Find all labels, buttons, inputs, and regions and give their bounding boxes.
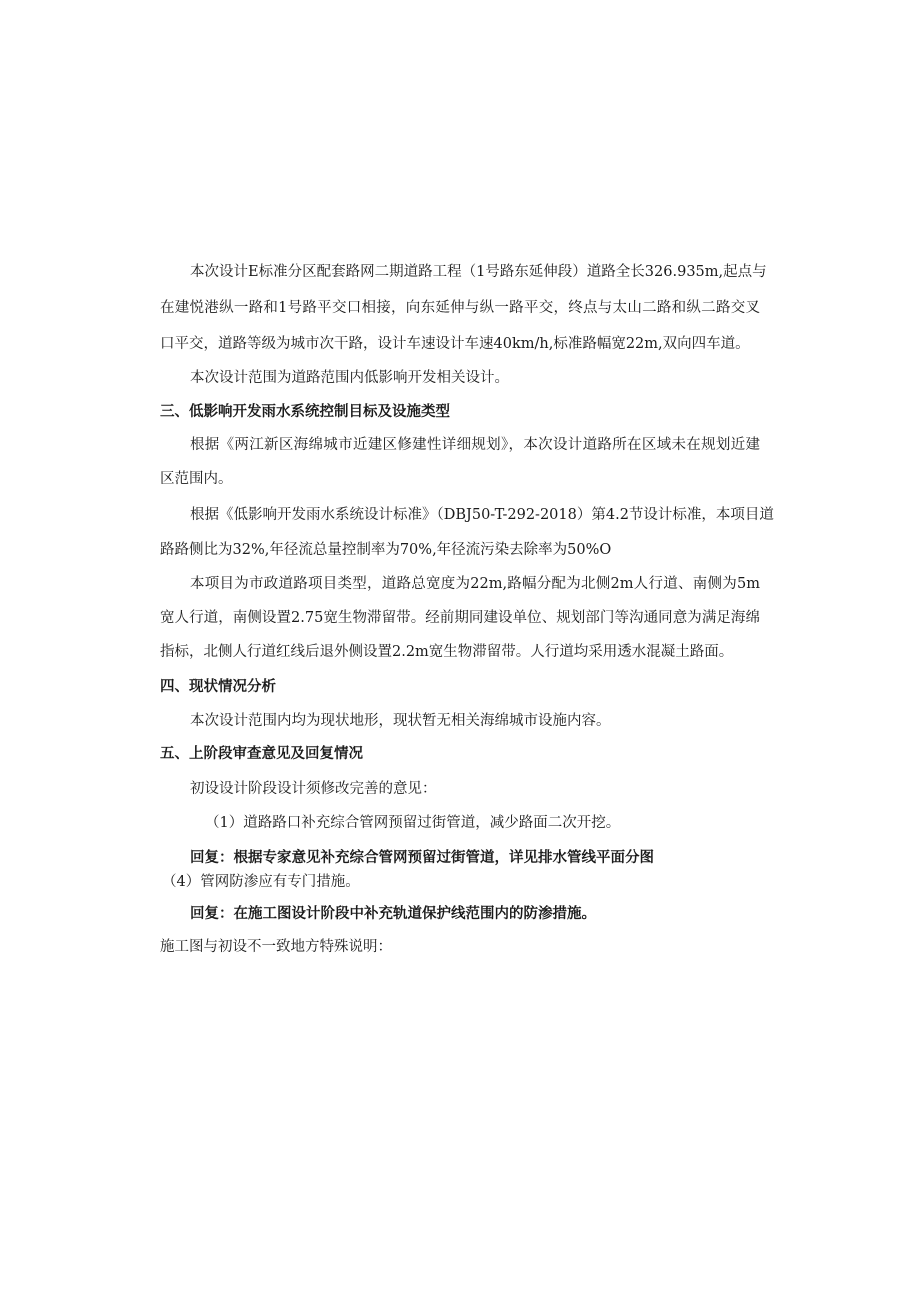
- intro-paragraph-line: 在建悦港纵一路和1号路平交口相接，向东延伸与纵一路平交，终点与太山二路和纵二路交叉: [160, 300, 760, 316]
- intro-paragraph-line: 本次设计E标准分区配套路网二期道路工程（1号路东延伸段）道路全长326.935m,起点与: [190, 264, 767, 280]
- section-3-paragraph-line: 指标，北侧人行道红线后退外侧设置2.2m宽生物滞留带。人行道均采用透水混凝土路面。: [160, 644, 734, 660]
- section-3-paragraph-line: 宽人行道，南侧设置2.75宽生物滞留带。经前期同建设单位、规划部门等沟通同意为满足海绵: [160, 610, 760, 626]
- section-5-intro: 初设设计阶段设计须修改完善的意见：: [190, 781, 437, 797]
- section-3-paragraph-line: 根据《低影响开发雨水系统设计标准》（DBJ50-T-292-2018）第4.2节设计标准，本项目道: [190, 507, 774, 523]
- reply-1: 回复：根据专家意见补充综合管网预留过街管道，详见排水管线平面分图: [190, 850, 654, 866]
- section-3-paragraph-line: 区范围内。: [160, 471, 233, 487]
- review-item-4: （4）管网防渗应有专门措施。: [162, 874, 360, 890]
- special-note: 施工图与初设不一致地方特殊说明：: [160, 939, 392, 955]
- section-3-paragraph-line: 本项目为市政道路项目类型，道路总宽度为22m,路幅分配为北侧2m人行道、南侧为5m: [190, 576, 760, 592]
- section-heading-5: 五、上阶段审查意见及回复情况: [160, 746, 363, 762]
- reply-4: 回复：在施工图设计阶段中补充轨道保护线范围内的防渗措施。: [190, 906, 596, 922]
- review-item-1: （1）道路路口补充综合管网预留过街管道，减少路面二次开挖。: [205, 815, 621, 831]
- section-3-paragraph-line: 路路侧比为32%,年径流总量控制率为70%,年径流污染去除率为50%O: [160, 542, 612, 558]
- section-heading-4: 四、现状情况分析: [160, 679, 276, 695]
- intro-paragraph-line: 口平交，道路等级为城市次干路，设计车速设计车速40km/h,标准路幅宽22m,双向四车道。: [160, 336, 750, 352]
- intro-scope-paragraph: 本次设计范围为道路范围内低影响开发相关设计。: [190, 370, 509, 386]
- section-3-paragraph-line: 根据《两江新区海绵城市近建区修建性详细规划》，本次设计道路所在区域未在规划近建: [190, 437, 760, 453]
- section-4-paragraph: 本次设计范围内均为现状地形，现状暂无相关海绵城市设施内容。: [190, 713, 611, 729]
- section-heading-3: 三、低影响开发雨水系统控制目标及设施类型: [160, 404, 450, 420]
